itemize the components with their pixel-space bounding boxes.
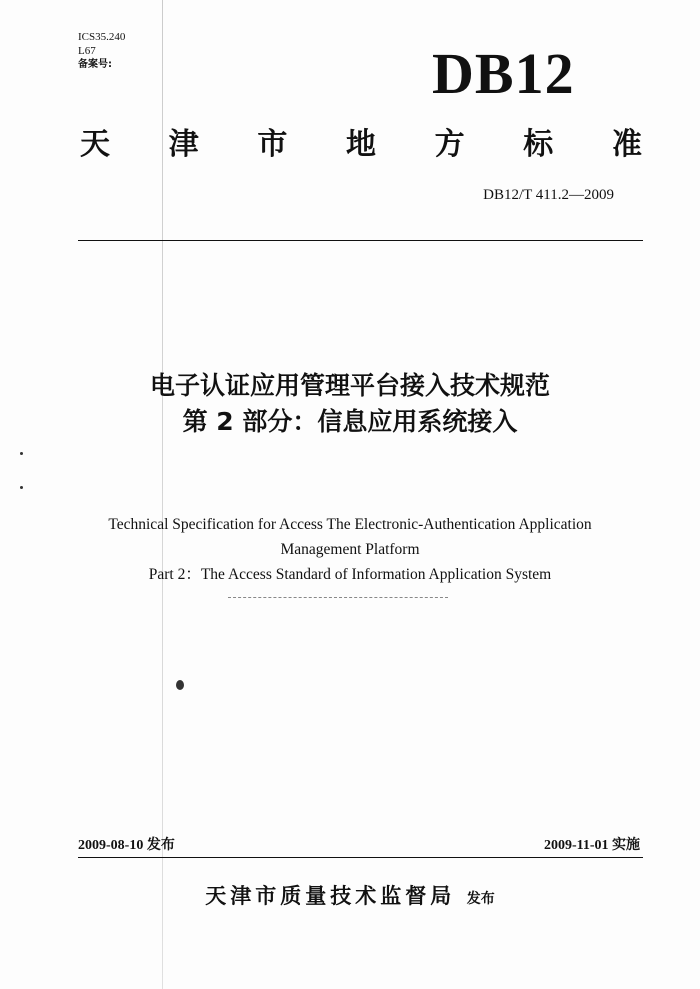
english-title <box>0 512 700 587</box>
bottom-divider <box>78 857 643 858</box>
english-title-line-1: Technical Specification for Access The Electronic-Authentication Application <box>108 516 592 533</box>
top-divider <box>78 240 643 241</box>
dates-row <box>78 834 640 854</box>
chinese-title <box>0 368 700 440</box>
standard-type-char: 天 <box>80 127 110 162</box>
classification-block <box>78 30 125 72</box>
class-code: L67 <box>78 45 96 57</box>
issuer-line <box>0 880 700 910</box>
scan-speck <box>20 452 23 455</box>
standard-logo: DB12 <box>432 41 575 106</box>
standard-type-char: 地 <box>345 127 376 162</box>
standard-type-char: 津 <box>168 127 199 162</box>
standard-type-char: 市 <box>257 127 288 162</box>
record-label: 备案号: <box>78 59 112 70</box>
dashed-divider <box>228 597 448 598</box>
scan-speck <box>20 486 23 489</box>
standard-type-char: 准 <box>611 127 642 162</box>
issuer-verb: 发布 <box>466 891 495 907</box>
publish-date: 2009-08-10 发布 <box>78 838 175 853</box>
scan-speck <box>176 680 184 690</box>
english-title-line-3: Part 2：The Access Standard of Information Application System <box>148 566 552 583</box>
chinese-title-line-1: 电子认证应用管理平台接入技术规范 <box>149 371 550 400</box>
standard-type-char: 标 <box>523 127 554 162</box>
standard-type-char: 方 <box>434 127 465 162</box>
issuer-name: 天津市质量技术监督局 <box>205 884 456 908</box>
effective-date: 2009-11-01 实施 <box>543 838 640 853</box>
english-title-line-2: Management Platform <box>280 541 420 558</box>
document-number: DB12/T 411.2—2009 <box>483 187 614 203</box>
standard-type-heading <box>80 126 642 164</box>
ics-code: ICS35.240 <box>78 31 126 43</box>
chinese-title-line-2: 第 2 部分：信息应用系统接入 <box>182 407 518 436</box>
